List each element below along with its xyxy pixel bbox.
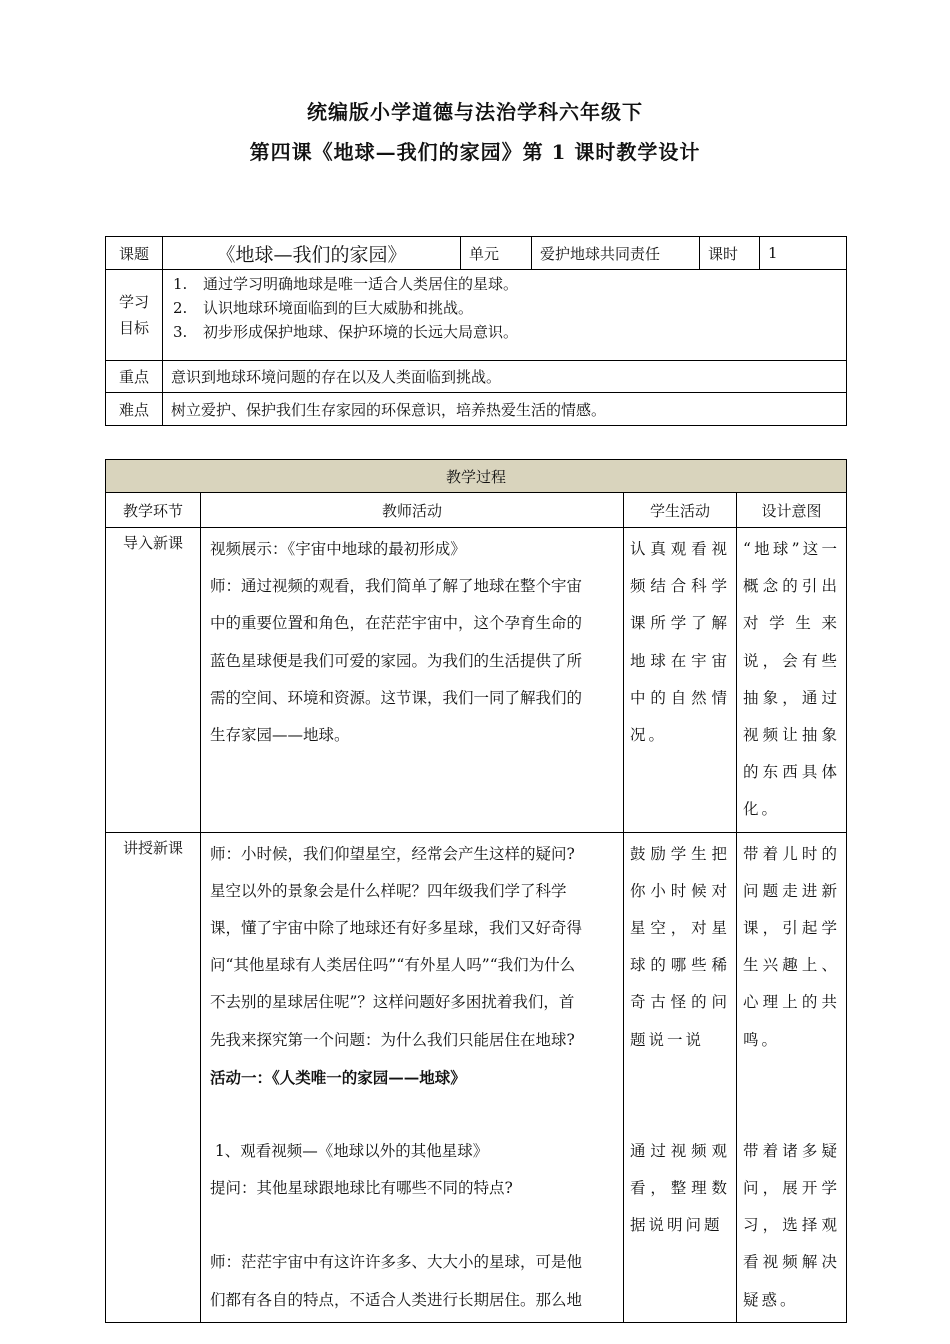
document-title-line1: 统编版小学道德与法治学科六年级下	[307, 100, 643, 124]
goal-item	[173, 320, 836, 344]
text-line: 先我来探究第一个问题：为什么我们只能居住在地球?	[210, 1030, 575, 1049]
activity-one-heading: 活动一：《人类唯一的家园——地球》	[210, 1067, 466, 1087]
unit-value: 爱护地球共同责任	[532, 237, 700, 270]
design-intent-part-a: 带着儿时的问题走进新课，引起学生兴趣上、心理上的共鸣。	[743, 844, 841, 1049]
header-stage: 教学环节	[106, 493, 201, 528]
goal-item	[173, 296, 836, 320]
design-intent-part-b: 带着诸多疑问，展开学习，选择观看视频解决疑惑。	[743, 1141, 841, 1309]
text-line: 们都有各自的特点，不适合人类进行长期居住。那么地	[210, 1290, 583, 1309]
goals-label-line1: 学习	[118, 293, 149, 311]
teacher-activity-lecture	[201, 832, 624, 1322]
goal-number: 3.	[173, 323, 188, 341]
text-line: 1、观看视频—《地球以外的其他星球》	[210, 1142, 489, 1161]
teacher-activity-intro	[201, 528, 624, 833]
design-intent-lecture	[737, 832, 847, 1322]
student-activity-lecture	[624, 832, 737, 1322]
topic-label: 课题	[106, 237, 163, 270]
student-activity-part-a: 鼓励学生把你小时候对星空，对星球的哪些稀奇古怪的问题说一说	[630, 844, 730, 1049]
unit-label: 单元	[461, 237, 532, 270]
goals-list	[163, 270, 847, 361]
teaching-process-table	[105, 459, 847, 1323]
header-design-intent: 设计意图	[737, 493, 847, 528]
text-line: 星空以外的景象会是什么样呢？四年级我们学了科学	[210, 881, 567, 900]
header-teacher-activity: 教师活动	[201, 493, 624, 528]
text-line: 视频展示：《宇宙中地球的最初形成》	[210, 540, 466, 558]
teaching-process-band: 教学过程	[106, 460, 847, 493]
goal-text: 认识地球环境面临到的巨大威胁和挑战。	[203, 299, 474, 317]
goals-label	[106, 270, 163, 361]
text-line: 需的空间、环境和资源。这节课，我们一同了解我们的	[210, 688, 583, 707]
text-line: 生存家园——地球。	[210, 726, 350, 745]
document-title-line2: 第四课《地球—我们的家园》第 1 课时教学设计	[249, 140, 701, 164]
student-activity-intro: 认真观看视频结合科学课所学了解地球在宇宙中的自然情况。	[624, 528, 737, 833]
text-line: 不去别的星球居住呢”？这样问题好多困扰着我们，首	[210, 993, 575, 1012]
stage-intro: 导入新课	[106, 528, 201, 833]
period-value: 1	[760, 237, 847, 270]
key-point-label: 重点	[106, 361, 163, 393]
text-line: 师：茫茫宇宙中有这许许多多、大大小的星球，可是他	[210, 1253, 583, 1272]
text-line: 师：小时候，我们仰望星空，经常会产生这样的疑问?	[210, 844, 575, 863]
stage-lecture: 讲授新课	[106, 832, 201, 1322]
goal-number: 2.	[173, 299, 188, 317]
goals-label-line2: 目标	[118, 319, 149, 337]
key-point-value: 意识到地球环境问题的存在以及人类面临到挑战。	[163, 361, 847, 393]
goal-item	[173, 272, 836, 296]
goal-text: 通过学习明确地球是唯一适合人类居住的星球。	[203, 275, 519, 293]
text-line: 师：通过视频的观看，我们简单了解了地球在整个宇宙	[210, 577, 583, 596]
student-activity-part-b: 通过视频观看，整理数据说明问题	[630, 1141, 730, 1235]
difficulty-value: 树立爱护、保护我们生存家园的环保意识，培养热爱生活的情感。	[163, 393, 847, 426]
difficulty-label: 难点	[106, 393, 163, 426]
topic-value: 《地球—我们的家园》	[163, 237, 461, 270]
text-line: 提问：其他星球跟地球比有哪些不同的特点?	[210, 1179, 513, 1198]
text-line: 蓝色星球便是我们可爱的家园。为我们的生活提供了所	[210, 651, 583, 670]
text-line: 中的重要位置和角色，在茫茫宇宙中，这个孕育生命的	[210, 614, 583, 633]
text-line: 问“其他星球有人类居住吗”“有外星人吗”“我们为什么	[210, 956, 576, 975]
goal-text: 初步形成保护地球、保护环境的长远大局意识。	[203, 323, 519, 341]
header-student-activity: 学生活动	[624, 493, 737, 528]
design-intent-intro: “地球”这一概念的引出对学生来说，会有些抽象，通过视频让抽象的东西具体化。	[737, 528, 847, 833]
lesson-info-table	[105, 236, 847, 426]
period-label: 课时	[700, 237, 760, 270]
goal-number: 1.	[173, 275, 188, 293]
text-line: 课，懂了宇宙中除了地球还有好多星球，我们又好奇得	[210, 919, 583, 938]
